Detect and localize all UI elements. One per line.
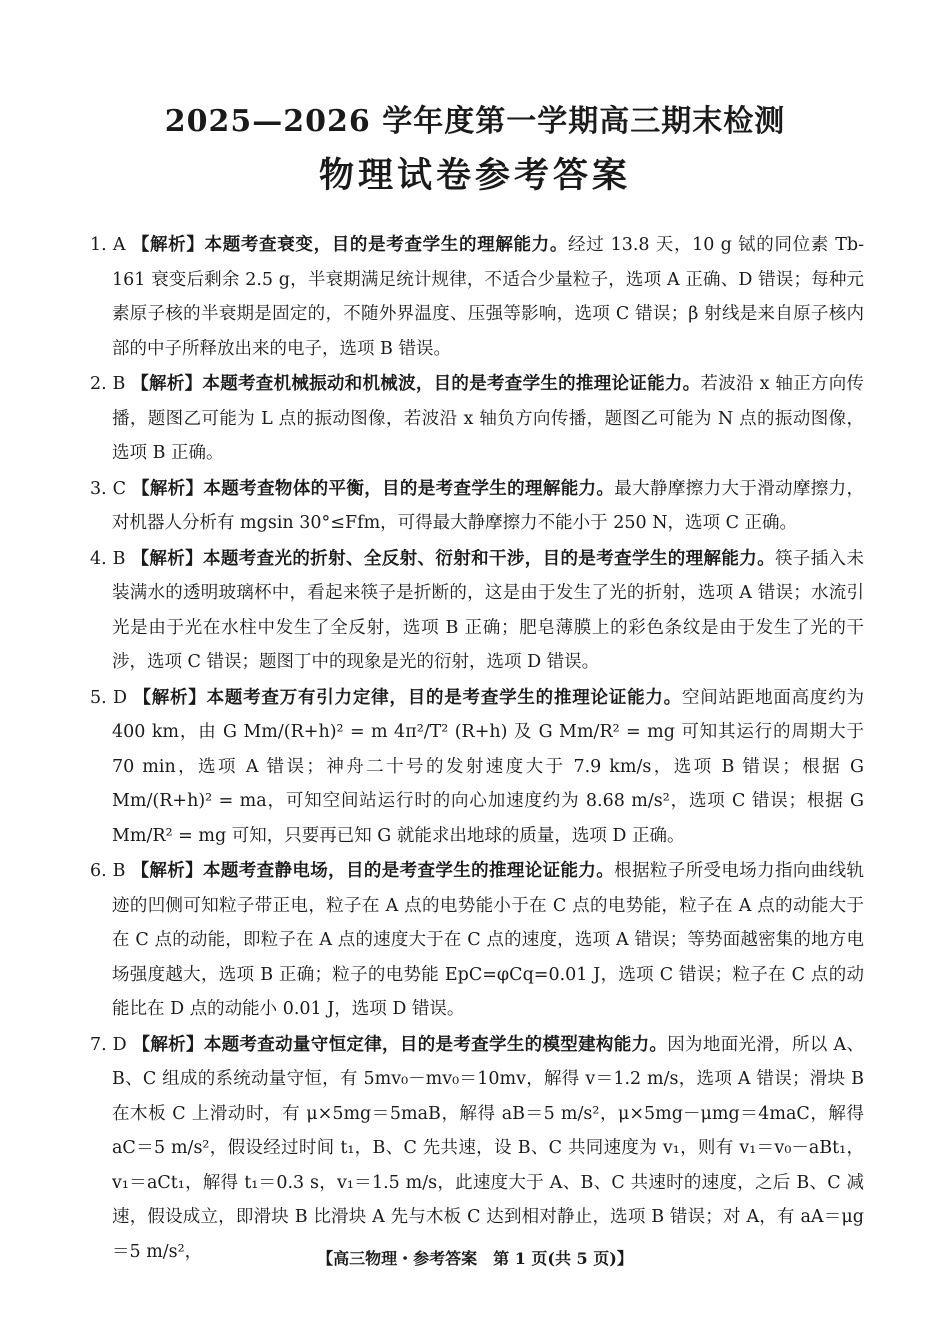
answer-number: 6. B <box>90 861 126 881</box>
analysis-lead: 本题考查动量守恒定律，目的是考查学生的模型建构能力。 <box>203 1034 668 1055</box>
analysis-body: 根据粒子所受电场力指向曲线轨迹的凹侧可知粒子带正电，粒子在 A 点的电势能小于在 C 点的电势能，粒子在 A 点的动能大于在 C 点的动能，即粒子在 A 点的速度大于在 C 点的速度，选项 A 错误；等势面越密集的地方电场强度越大，选项 B 正确；粒子的电势能 EpC=φCq=0.01 J，选项 C 错误；粒子在 C 点的动能比在 D 点的动能小 0.01 J，选项 D 错误。 <box>112 861 865 1019</box>
answer-item-4 <box>90 542 864 680</box>
analysis-body: 筷子插入未装满水的透明玻璃杯中，看起来筷子是折断的，这是由于发生了光的折射，选项 A 错误；水流引光是由于光在水柱中发生了全反射，选项 B 正确；肥皂薄膜上的彩色条纹是由于发生了光的干涉，选项 C 错误；题图丁中的现象是光的衍射，选项 D 错误。 <box>112 548 865 672</box>
answer-item-2 <box>90 367 864 471</box>
answer-number: 7. D <box>90 1034 127 1055</box>
analysis-body: 空间站距地面高度约为 400 km，由 G Mm/(R+h)² = m 4π²/T² (R+h) 及 G Mm/R² = mg 可知其运行的周期大于 70 min，选项 A 错误；神舟二十号的发射速度大于 7.9 km/s，选项 B 错误；根据 G Mm/(R+h)² = ma，可知空间站运行时的向心加速度约为 8.68 m/s²，选项 C 错误；根据 G Mm/R² = mg 可知，只要再已知 G 就能求出地球的质量，选项 D 正确。 <box>112 687 865 846</box>
analysis-body: 最大静摩擦力大于滑动摩擦力，对机器人分析有 mgsin 30°≤Ffm，可得最大静摩擦力不能小于 250 N，选项 C 正确。 <box>112 478 865 533</box>
analysis-tag: 【解析】 <box>131 861 203 881</box>
analysis-tag: 【解析】 <box>132 1034 204 1055</box>
answer-item-7 <box>90 1028 864 1270</box>
analysis-lead: 本题考查万有引力定律，目的是考查学生的推理论证能力。 <box>206 687 682 708</box>
analysis-lead: 本题考查机械振动和机械波，目的是考查学生的推理论证能力。 <box>202 374 701 394</box>
analysis-body: 因为地面光滑，所以 A、B、C 组成的系统动量守恒，有 5mv₀－mv₀＝10mv，解得 v＝1.2 m/s，选项 A 错误；滑块 B 在木板 C 上滑动时，有 μ×5mg＝5maB，解得 aB＝5 m/s²，μ×5mg－μmg＝4maC，解得 aC＝5 m/s²，假设经过时间 t₁，B、C 先共速，设 B、C 共同速度为 v₁，则有 v₁＝v₀－aBt₁，v₁＝aCt₁，解得 t₁＝0.3 s，v₁＝1.5 m/s，此速度大于 A、B、C 共速时的速度，之后 B、C 减速，假设成立，即滑块 B 比滑块 A 先与木板 C 达到相对静止，选项 B 错误；对 A，有 aA＝μg＝5 m/s²， <box>112 1034 864 1262</box>
analysis-lead: 本题考查光的折射、全反射、衍射和干涉，目的是考查学生的理解能力。 <box>202 548 776 569</box>
answer-number: 3. C <box>90 478 127 499</box>
analysis-tag: 【解析】 <box>133 687 207 708</box>
answer-item-6 <box>90 854 864 1027</box>
analysis-tag: 【解析】 <box>131 478 204 499</box>
document-title: 物理试卷参考答案 <box>318 155 631 196</box>
answer-number: 1. A <box>90 235 126 255</box>
answer-item-5 <box>90 681 864 854</box>
answer-item-1 <box>90 228 864 366</box>
answer-number: 4. B <box>90 548 126 569</box>
analysis-body: 经过 13.8 天，10 g 铽的同位素 Tb-161 衰变后剩余 2.5 g，半衰期满足统计规律，不适合少量粒子，选项 A 正确、D 错误；每种元素原子核的半衰期是固定的，不随外界温度、压强等影响，选项 C 错误；β 射线是来自原子核内部的中子所释放出来的电子，选项 B 错误。 <box>112 235 864 359</box>
analysis-lead: 本题考查衰变，目的是考查学生的理解能力。 <box>204 235 569 255</box>
page-footer: 【高三物理・参考答案 第 1 页(共 5 页)】 <box>317 1249 633 1268</box>
answer-list <box>90 228 864 1270</box>
analysis-tag: 【解析】 <box>131 235 205 255</box>
answer-item-3 <box>90 472 864 541</box>
analysis-lead: 本题考查物体的平衡，目的是考查学生的理解能力。 <box>203 478 615 499</box>
analysis-body: 若波沿 x 轴正方向传播，题图乙可能为 L 点的振动图像，若波沿 x 轴负方向传播，题图乙可能为 N 点的振动图像，选项 B 正确。 <box>112 374 865 463</box>
analysis-lead: 本题考查静电场，目的是考查学生的推理论证能力。 <box>202 861 615 881</box>
answer-number: 2. B <box>90 374 126 394</box>
exam-title: 2025—2026 学年度第一学期高三期末检测 <box>164 104 786 139</box>
analysis-tag: 【解析】 <box>131 374 203 394</box>
analysis-tag: 【解析】 <box>131 548 203 569</box>
answer-number: 5. D <box>90 687 128 708</box>
